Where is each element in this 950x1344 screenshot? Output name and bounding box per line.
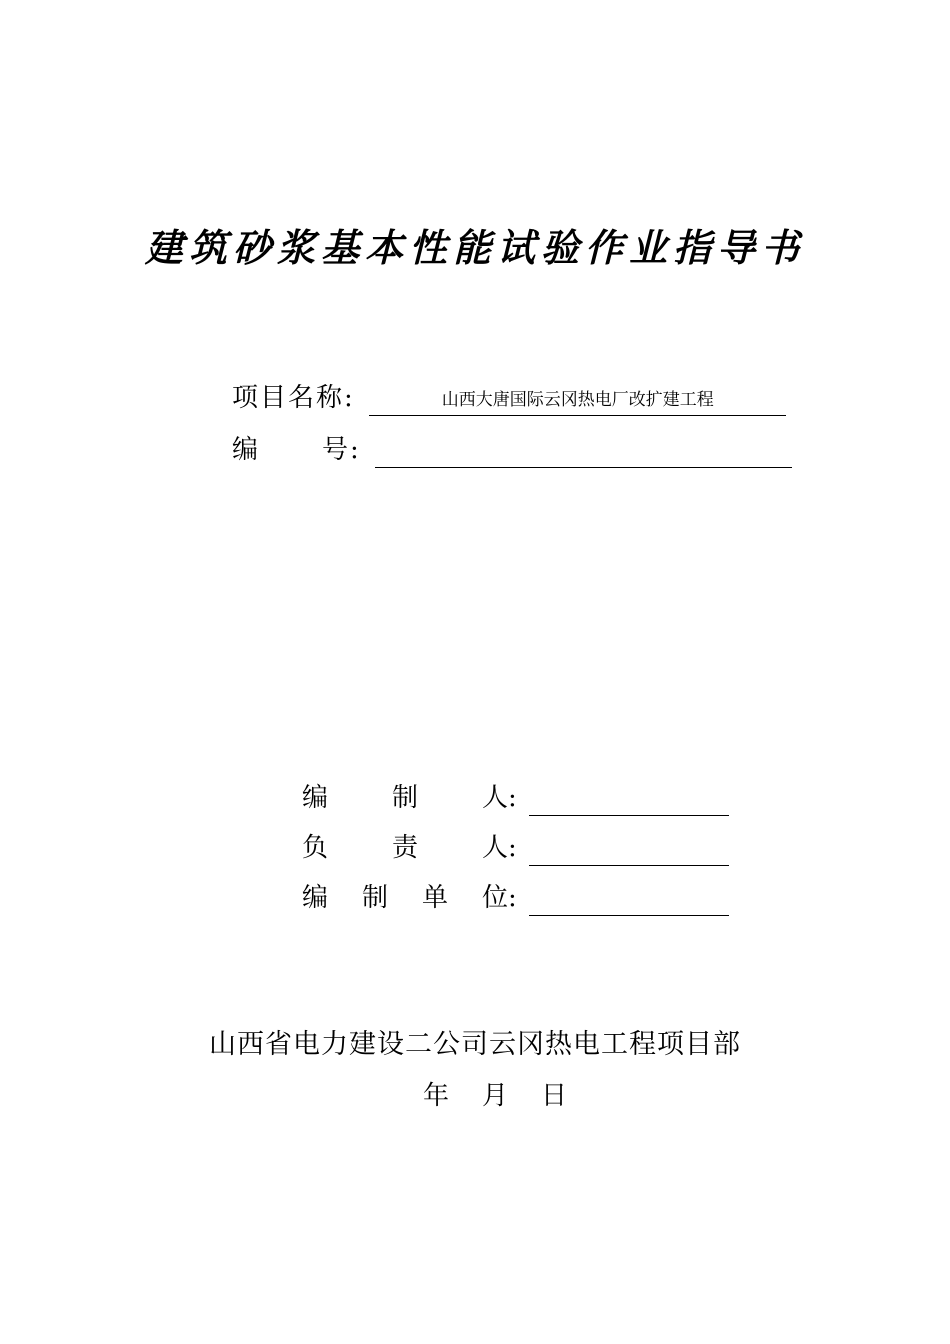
organization-name: 山西省电力建设二公司云冈热电工程项目部 [209, 1029, 741, 1060]
responsible-person-colon: : [508, 833, 517, 863]
project-name-row [232, 380, 786, 416]
compiler-label: 编制人 [302, 783, 508, 813]
compiler-colon: : [508, 783, 517, 813]
compiling-unit-row [302, 880, 729, 916]
date-line: 年 月 日 [422, 1081, 568, 1111]
compiler-row [302, 780, 729, 816]
compiler-value[interactable] [529, 786, 729, 816]
compiling-unit-label: 编制单位 [302, 883, 508, 913]
project-name-colon: : [344, 383, 353, 413]
responsible-person-label: 负责人 [302, 833, 508, 863]
document-number-row [232, 432, 792, 468]
document-number-colon: : [350, 435, 359, 465]
document-title: 建筑砂浆基本性能试验作业指导书 [144, 225, 805, 270]
responsible-person-row [302, 830, 729, 866]
project-name-label: 项目名称 [232, 383, 345, 413]
responsible-person-value[interactable] [529, 836, 729, 866]
document-number-label: 编 号 [232, 435, 350, 465]
project-name-value[interactable]: 山西大唐国际云冈热电厂改扩建工程 [369, 386, 786, 416]
compiling-unit-colon: : [508, 883, 517, 913]
compiling-unit-value[interactable] [529, 886, 729, 916]
document-number-value[interactable] [375, 438, 792, 468]
